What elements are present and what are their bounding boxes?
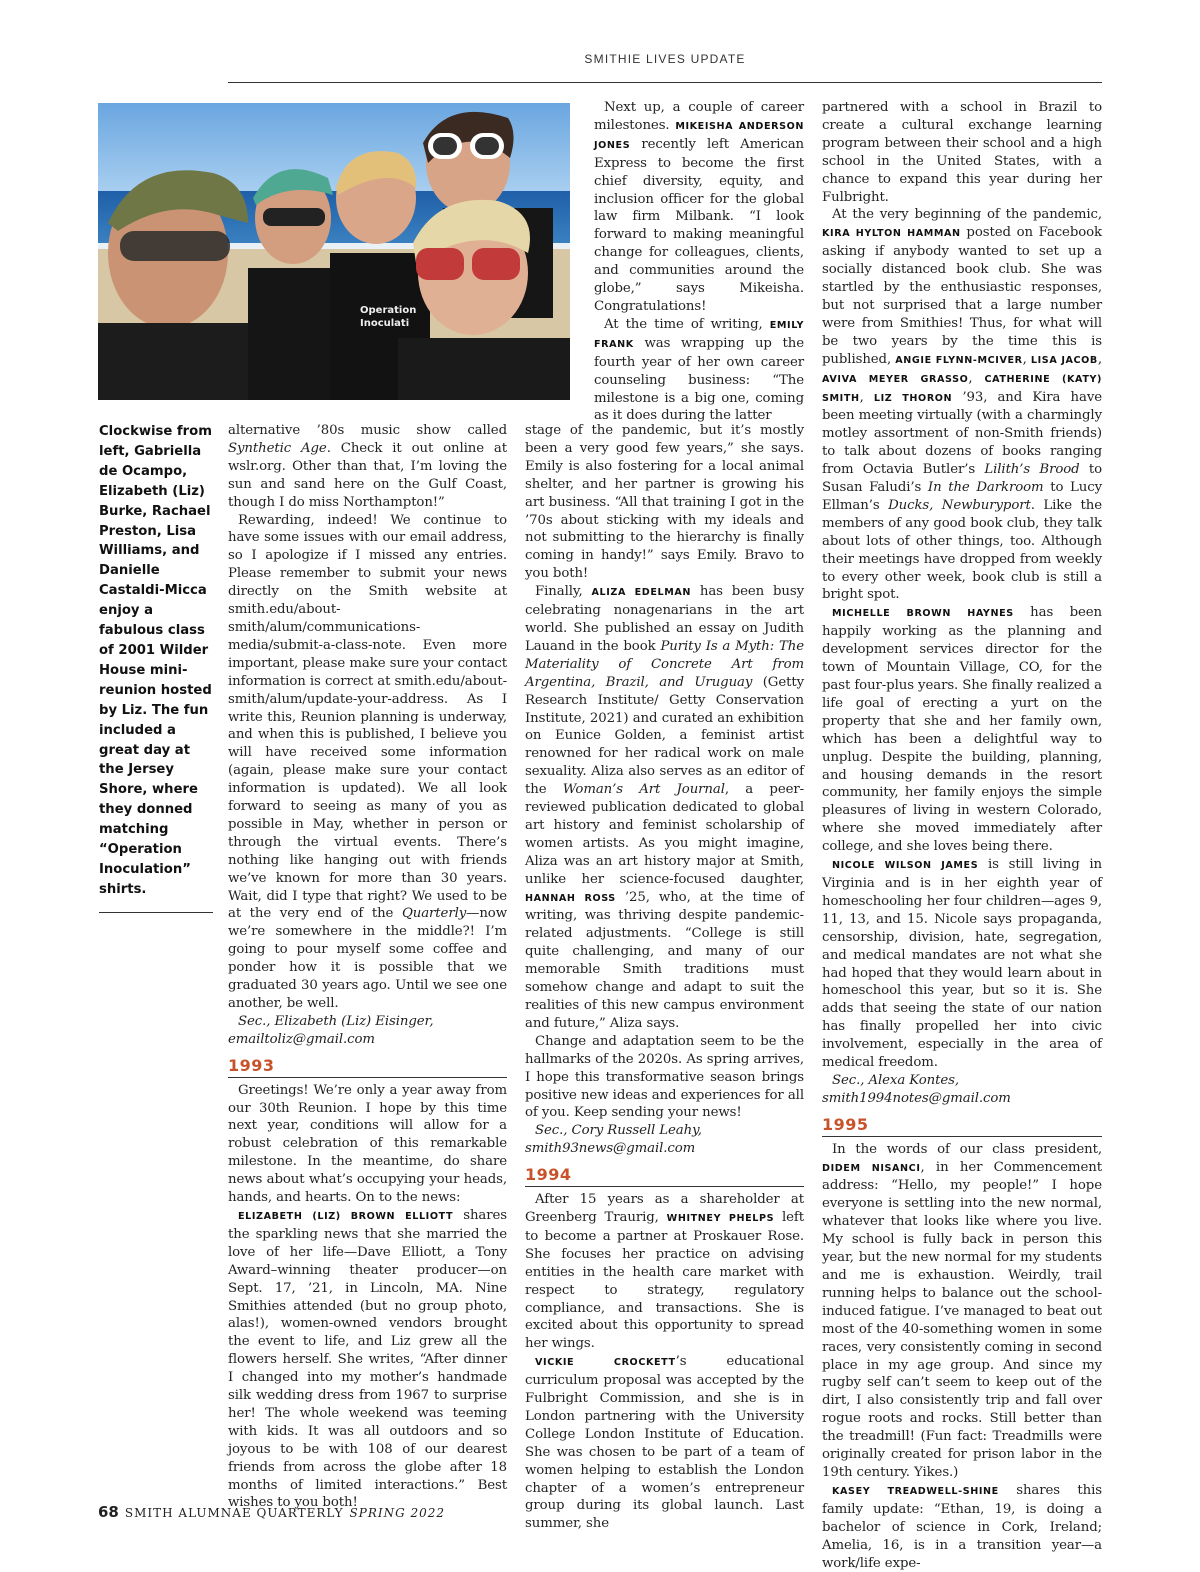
paragraph: At the very beginning of the pandemic, KIRA HYLTON HAMMAN posted on Facebook asking if anybody wanted to set up a socially distanced book club. She was startled by the enthusiastic responses, but not surprised that a large number were from Smithies! Thus, for what will be two years by the time this is published, ANGIE FLYNN-MCIVER, LISA JACOB, AVIVA MEYER GRASSO, CATHERINE (KATY) SMITH, LIZ THORON ’93, and Kira have been meeting virtually (with a charmingly motley assortment of non-Smith friends) to talk about dozens of books ranging from Octavia Butler’s Lilith’s Brood to Susan Faludi’s In the Darkroom to Lucy Ellman’s Ducks, Newburyport. Like the members of any good book club, they talk about lots of other things, too. Although their meetings have dropped from weekly to every other week, book club is still a bright spot.	[822, 207, 1103, 603]
paragraph: Rewarding, indeed! We continue to have some issues with our email address, so I apologize if I missed any entries. Please remember to submit your news directly on the Smith website at smith.edu/about-smith/alum/communications-media/submit-a-class-note. Even more important, please make sure your contact information is correct at smith.edu/about-smith/alum/update-your-address. As I write this, Reunion planning is underway, and when this is published, I believe you will have received some information (again, please make sure your contact information is updated). We all look forward to seeing as many of you as possible in May, whether in person or through the virtual events. There’s nothing like hanging out with friends we’ve known for more than 30 years. Wait, did I type that right? We used to be at the very end of the Quarterly—now we’re somewhere in the middle?! I’m going to pour myself some coffee and ponder how it is possible that we graduated 30 years ago. Until we see one another, be well.	[228, 512, 507, 1011]
class-year-heading: 1994	[525, 1158, 804, 1187]
alumna-name: NICOLE WILSON JAMES	[832, 860, 979, 872]
alumna-name: HANNAH ROSS	[525, 892, 616, 904]
class-year-heading: 1995	[822, 1108, 1102, 1137]
column-1	[228, 422, 507, 1512]
class-year-heading: 1993	[228, 1049, 507, 1078]
alumna-name: ELIZABETH (LIZ) BROWN ELLIOTT	[238, 1210, 454, 1222]
paragraph: Finally, ALIZA EDELMAN has been busy celebrating nonagenarians in the art world. She published an essay on Judith Lauand in the book Purity Is a Myth: The Materiality of Concrete Art from Argentina, Brazil, and Uruguay (Getty Research Institute/ Getty Conservation Institute, 2021) and curated an exhibition on Eunice Golden, a feminist artist renowned for her radical work on male sexuality. Aliza also serves as an editor of the Woman’s Art Journal, a peer-reviewed publication dedicated to global art history and feminist scholarship of women artists. As you might imagine, Aliza was an art history major at Smith, unlike her science-focused daughter, HANNAH ROSS ’25, who, at the time of writing, was thriving despite pandemic-related adjustments. “College is still quite challenging, and many of our memorable Smith traditions must somehow change and adapt to suit the realities of this new campus environment and future,” Aliza says.	[525, 584, 805, 1031]
shirt-text-2: Inoculati	[360, 318, 410, 329]
alumna-name: KIRA HYLTON HAMMAN	[822, 228, 961, 240]
column-2	[525, 422, 804, 1533]
alumna-name: VICKIE CROCKETT	[535, 1357, 676, 1369]
column-3	[822, 99, 1102, 1572]
page-number: 68	[98, 1503, 119, 1521]
issue-date: SPRING 2022	[349, 1506, 446, 1520]
column-2-top	[594, 99, 804, 425]
alumna-name: MICHELLE BROWN HAYNES	[832, 608, 1014, 620]
alumna-name: ANGIE FLYNN-MCIVER	[895, 354, 1023, 366]
class-secretary: Sec., Elizabeth (Liz) Eisinger,	[238, 1013, 434, 1029]
paragraph: NICOLE WILSON JAMES is still living in Virginia and is in her eighth year of homeschooling her four children—ages 9, 11, 13, and 15. Nicole says propaganda, censorship, division, hate, segregation, and medical mandates are not what she had hoped that they would learn about in homeschool this year, but so it is. She adds that seeing the state of our nation has finally propelled her into civic involvement, especially in the area of medical freedom.	[822, 857, 1103, 1071]
alumna-name: AVIVA MEYER GRASSO	[822, 373, 969, 385]
shirt-text-1: Operation	[360, 305, 417, 316]
reunion-photo	[98, 103, 570, 400]
paragraph: Change and adaptation seem to be the hallmarks of the 2020s. As spring arrives, I hope this transformative season brings positive new ideas and experiences for all of you. Keep sending your news!	[525, 1033, 804, 1121]
alumna-name: DIDEM NISANCI	[822, 1162, 921, 1174]
alumna-name: CATHERINE (KATY) SMITH	[822, 373, 1102, 404]
paragraph: Next up, a couple of career milestones. MIKEISHA ANDERSON JONES recently left American Express to become the first chief diversity, equity, and inclusion officer for the global law firm Milbank. “I look forward to making meaningful change for colleagues, clients, and communities around the globe,” says Mikeisha. Congratulations!	[594, 100, 805, 314]
paragraph: ELIZABETH (LIZ) BROWN ELLIOTT shares the sparkling news that she married the love of her life—Dave Elliott, a Tony Award–winning theater producer—on Sept. 17, ’21, in Lincoln, MA. Nine Smithies attended (but no group photo, alas!), women-owned vendors brought the event to life, and Liz grew all the flowers herself. She writes, “After dinner I changed into my mother’s handmade silk wedding dress from 1967 to surprise her! The whole weekend was teeming with kids. It was all outdoors and so joyous to be with 108 of our dearest friends from across the globe after 18 months of limited interactions.” Best wishes to you both!	[228, 1207, 507, 1511]
caption-divider	[99, 912, 213, 913]
alumna-name: MIKEISHA ANDERSON JONES	[594, 120, 805, 151]
photo-illustration	[98, 103, 570, 400]
page-footer	[98, 1503, 445, 1521]
alumna-name: KASEY TREADWELL-SHINE	[832, 1485, 999, 1497]
alumna-name: LISA JACOB	[1030, 354, 1098, 366]
paragraph: At the time of writing, EMILY FRANK was wrapping up the fourth year of her own career counseling business: “The milestone is a big one, coming as it does during the latter	[594, 316, 804, 424]
paragraph: stage of the pandemic, but it’s mostly been a very good few years,” she says. Emily is also fostering for a local animal shelter, and her partner is growing his art business. “All that training I got in the ’70s about sticking with my ideals and not submitting to the hierarchy is finally coming in handy!” says Emily. Bravo to you both!	[525, 423, 804, 582]
alumna-name: WHITNEY PHELPS	[666, 1212, 775, 1224]
paragraph: alternative ’80s music show called Synthetic Age. Check it out online at wslr.org. Other than that, I’m loving the sun and sand here on the Gulf Coast, though I do miss Northampton!”	[228, 423, 507, 510]
class-secretary-email: smith1994notes@gmail.com	[822, 1090, 1011, 1106]
alumna-name: ALIZA EDELMAN	[591, 587, 692, 599]
alumna-name: LIZ THORON	[873, 392, 953, 404]
paragraph: VICKIE CROCKETT’s educational curriculum proposal was accepted by the Fulbright Commission, and she is in London partnering with the University College London Institute of Education. She was chosen to be part of a team of women helping to establish the London chapter of a women’s entrepreneur group during its global launch. Last summer, she	[525, 1354, 804, 1532]
running-head: SMITHIE LIVES UPDATE	[228, 52, 1102, 83]
paragraph: partnered with a school in Brazil to create a cultural exchange learning program between their school and a high school in the United States, with a chance to expand this year during her Fulbright.	[822, 100, 1102, 205]
class-secretary: Sec., Cory Russell Leahy,	[535, 1123, 702, 1139]
paragraph: MICHELLE BROWN HAYNES has been happily working as the planning and development services director for the town of Mountain Village, CO, for the past four-plus years. She finally realized a life goal of erecting a yurt on the property that she and her family own, which has been a delightful way to unplug. Despite the building, planning, and housing demands in the resort community, her family enjoys the simple pleasures of living in western Colorado, where she moved immediately after college, and she loves being there.	[822, 605, 1102, 855]
paragraph: In the words of our class president, DIDEM NISANCI, in her Commencement address: “Hello, my people!” I hope everyone is settling into the new normal, whatever that looks like where you live. My school is fully back in person this year, but the new normal for my students and me is exhaustion. Weirdly, trail running helps to balance out the school-induced fatigue. I’ve managed to beat out most of the 40-something women in some races, very consistently coming in second place in my age group. And since my rugby self can’t seem to keep out of the dirt, I also consistently trip and fall over rogue roots and rocks. Still better than the treadmill! (Fun fact: Treadmills were originally created for prison labor in the 19th century. Yikes.)	[822, 1141, 1102, 1480]
publication-name: SMITH ALUMNAE QUARTERLY	[124, 1506, 344, 1520]
paragraph: KASEY TREADWELL-SHINE shares this family update: “Ethan, 19, is doing a bachelor of science in Cork, Ireland; Amelia, 16, is in a transition year—a work/life expe-	[822, 1482, 1102, 1571]
paragraph: Greetings! We’re only a year away from our 30th Reunion. I hope by this time next year, conditions will allow for a robust celebration of this remarkable milestone. In the meantime, do share news about what’s occupying your heads, hands, and hearts. On to the news:	[228, 1082, 507, 1206]
photo-caption: Clockwise from left, Gabriella de Ocampo, Elizabeth (Liz) Burke, Rachael Preston, Lisa Williams, and Danielle Castaldi-Micca enjoy a fabulous class of 2001 Wilder House mini-reunion hosted by Liz. The fun included a great day at the Jersey Shore, where they donned matching “Operation Inoculation” shirts.	[99, 424, 212, 897]
class-secretary: Sec., Alexa Kontes,	[832, 1072, 959, 1088]
class-secretary-email: smith93news@gmail.com	[525, 1141, 696, 1157]
alumna-name: EMILY FRANK	[594, 319, 804, 350]
paragraph: After 15 years as a shareholder at Greenberg Traurig, WHITNEY PHELPS left to become a partner at Proskauer Rose. She focuses her practice on advising entities in the health care market with respect to strategy, regulatory compliance, and transactions. She is excited about this opportunity to spread her wings.	[525, 1192, 804, 1352]
class-secretary-email: emailtoliz@gmail.com	[228, 1031, 375, 1047]
